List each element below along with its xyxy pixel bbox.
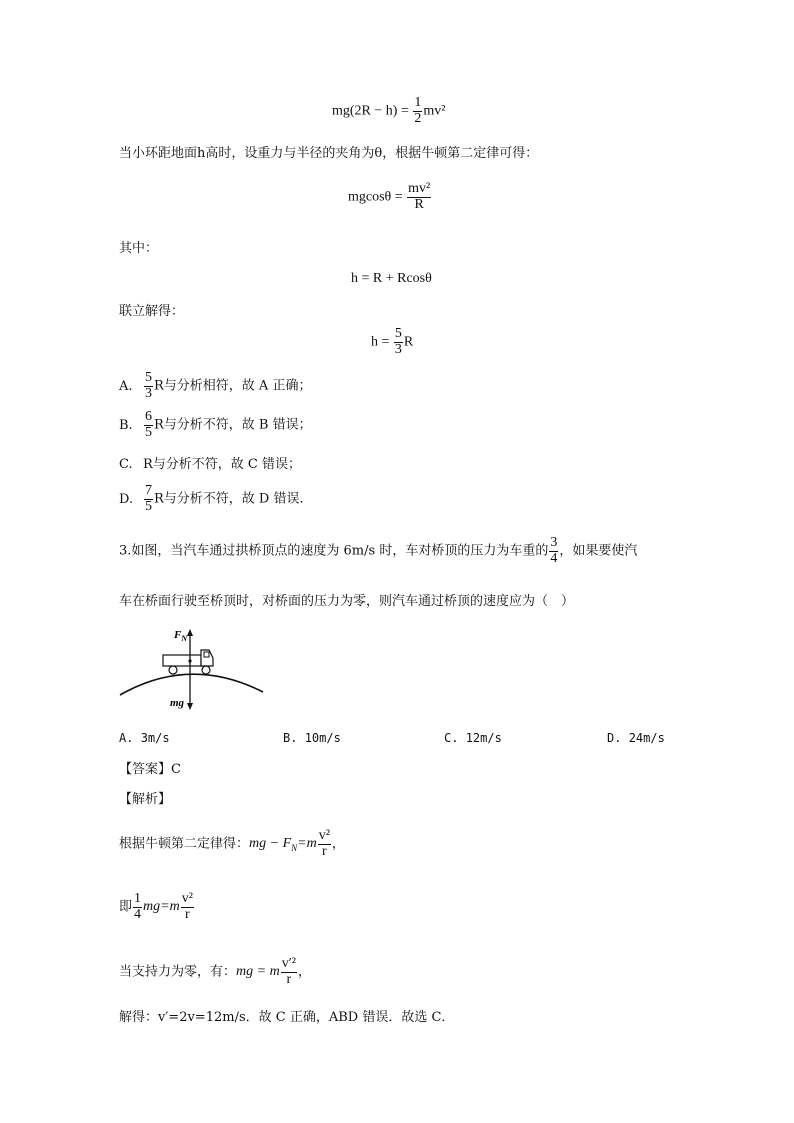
option-den: 5 <box>145 424 152 440</box>
truck-icon <box>163 650 213 674</box>
choice-value: 24m/s <box>628 731 665 745</box>
gravity-arrow <box>187 703 193 710</box>
sol3-lhs: mg = m <box>236 964 280 980</box>
option-num: 7 <box>145 483 152 498</box>
question-frac-den: 4 <box>550 550 558 566</box>
choice-label: C. <box>444 731 459 745</box>
choice-label: A. <box>119 731 134 745</box>
prev-option-c <box>119 458 301 471</box>
fn-label: $F_N$ <box>174 629 188 643</box>
choice-label: D. <box>607 731 622 745</box>
choice-d[interactable] <box>607 731 665 745</box>
answer-tag: 【答案】 <box>119 762 172 777</box>
option-label: D. <box>119 491 134 507</box>
center-of-mass <box>188 659 191 662</box>
option-label: B. <box>119 417 133 433</box>
paragraph-solve: 联立解得： <box>119 304 185 319</box>
sol2-prefix: 即 <box>119 899 133 915</box>
question-text: 3.如图，当汽车通过拱桥顶点的速度为 6m/s 时，车对桥顶的压力为车重的 <box>119 543 549 559</box>
sol1-eq: =m <box>297 836 317 852</box>
option-fraction <box>144 484 153 514</box>
bridge-figure <box>115 620 275 715</box>
prev-option-d <box>119 484 312 514</box>
option-num: 6 <box>145 409 152 424</box>
choice-value: 12m/s <box>465 731 502 745</box>
eq4-lhs: h = <box>371 334 390 350</box>
question-frac-num: 3 <box>550 535 558 550</box>
solution-line-4: 解得：v′=2v=12m/s．故 C 正确，ABD 错误．故选 C． <box>119 1010 455 1025</box>
question-text-end: ，如果要使汽 <box>559 543 638 559</box>
equation-result <box>371 327 413 357</box>
sol3-den: r <box>286 971 292 987</box>
sol2-math <box>132 891 195 922</box>
answer-line <box>119 763 181 776</box>
choice-label: B. <box>283 731 298 745</box>
eq2-num: mv² <box>408 181 431 196</box>
question-3-line2: 车在桥面行驶至桥顶时，对桥面的压力为零，则汽车通过桥顶的速度应为（ ） <box>119 594 575 609</box>
option-text: R与分析不符，故 D 错误． <box>154 491 313 507</box>
eq2-lhs: mgcosθ = <box>348 189 403 205</box>
eq1-num: 1 <box>414 95 422 110</box>
solution-line-3 <box>119 957 311 987</box>
sol1-fraction <box>318 829 331 859</box>
question-fraction <box>549 536 558 566</box>
question-3-line1 <box>119 536 637 566</box>
eq4-num: 5 <box>394 326 402 341</box>
sol3-fraction <box>281 957 297 987</box>
option-text: R与分析不符，故 C 错误； <box>143 457 301 472</box>
sol1-sub: N <box>291 843 298 854</box>
equation-height: h = R + Rcosθ <box>351 271 432 286</box>
sol3-num: v′² <box>281 956 296 971</box>
normal-force-arrow <box>187 629 193 636</box>
eq4-fraction <box>394 327 403 357</box>
eq2-fraction <box>407 182 431 212</box>
mg-label: mg <box>170 697 185 709</box>
solution-line-2 <box>119 892 195 922</box>
sol1-den: r <box>321 843 327 859</box>
prev-option-b <box>119 410 312 440</box>
option-den: 3 <box>145 385 152 401</box>
sol2-fraction-2 <box>181 892 194 922</box>
sol2-fraction-1 <box>133 892 142 922</box>
choice-a[interactable] <box>119 731 170 745</box>
analysis-heading: 【解析】 <box>119 792 172 807</box>
arch-bridge <box>120 674 263 695</box>
paragraph-where: 其中： <box>119 241 159 256</box>
option-num: 5 <box>145 370 152 385</box>
choice-c[interactable] <box>444 731 502 745</box>
eq4-rhs: R <box>403 334 414 350</box>
sol2-den2: r <box>184 906 190 922</box>
sol3-prefix: 当支持力为零，有： <box>119 964 237 980</box>
choice-b[interactable] <box>283 731 341 745</box>
choice-value: 3m/s <box>140 731 170 745</box>
equation-energy <box>332 96 445 126</box>
option-text: R与分析不符，故 B 错误； <box>154 417 312 433</box>
sol2-num1: 1 <box>134 891 142 906</box>
option-label: C. <box>119 457 133 472</box>
sol1-lhs: mg − F <box>249 836 292 852</box>
option-fraction <box>144 410 153 440</box>
eq4-den: 3 <box>394 341 402 357</box>
prev-option-a <box>119 371 311 401</box>
eq1-lhs: mg(2R − h) = <box>332 103 409 119</box>
choice-value: 10m/s <box>304 731 341 745</box>
eq2-den: R <box>414 196 424 212</box>
solution-line-1 <box>119 829 345 859</box>
sol1-prefix: 根据牛顿第二定律得： <box>119 836 250 852</box>
paragraph-condition: 当小环距地面h高时，设重力与半径的夹角为θ，根据牛顿第二定律可得： <box>119 146 539 161</box>
eq1-fraction <box>413 96 422 126</box>
equation-newton <box>348 182 432 212</box>
sol2-num2: v² <box>181 891 193 906</box>
option-text: R与分析相符，故 A 正确； <box>154 378 312 394</box>
eq1-rhs: mv² <box>423 103 446 119</box>
sol1-math <box>249 828 332 859</box>
sol1-suffix: ， <box>331 836 345 852</box>
option-fraction <box>144 371 153 401</box>
option-den: 5 <box>145 498 152 514</box>
sol2-mid: mg=m <box>143 899 180 915</box>
eq1-den: 2 <box>414 110 422 126</box>
sol3-suffix: ， <box>297 964 311 980</box>
answer-value: C <box>171 762 181 777</box>
sol1-num: v² <box>318 828 330 843</box>
option-label: A. <box>119 378 133 394</box>
sol2-den1: 4 <box>134 906 142 922</box>
sol3-math <box>236 956 298 987</box>
